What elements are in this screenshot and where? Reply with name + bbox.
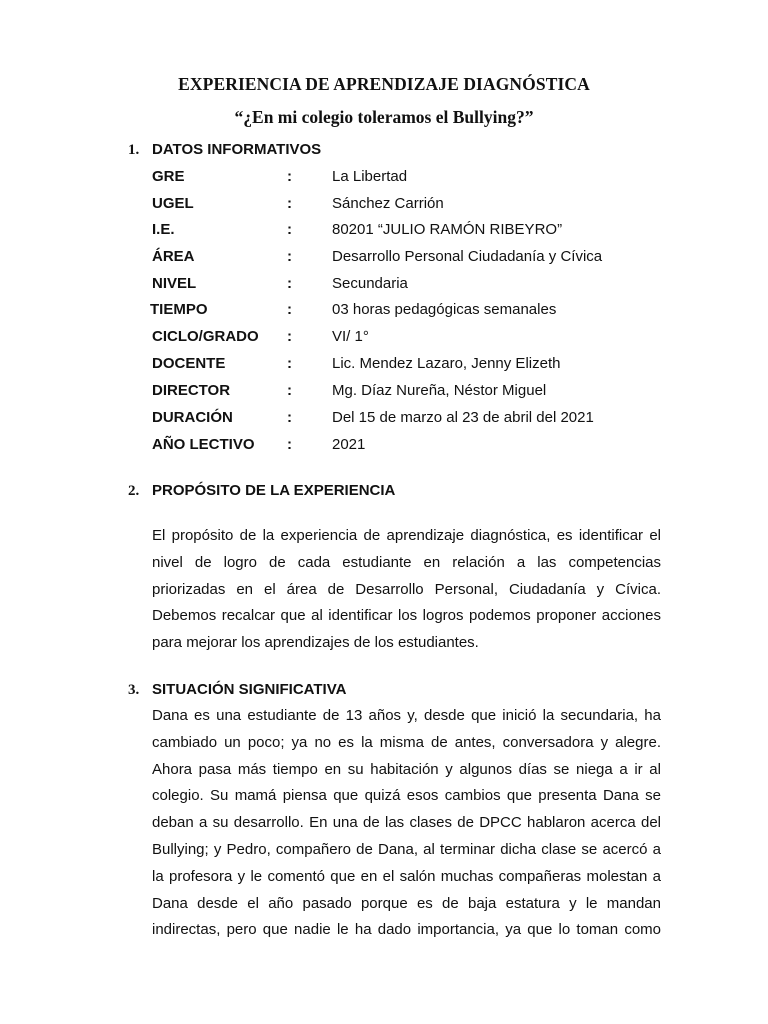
info-colon: : bbox=[287, 195, 292, 212]
info-label: I.E. bbox=[152, 221, 175, 238]
document-title: EXPERIENCIA DE APRENDIZAJE DIAGNÓSTICA bbox=[178, 74, 590, 94]
paragraph-line: Dana es una estudiante de 13 años y, desde que inició la secundaria, ha bbox=[152, 707, 661, 724]
info-label: DIRECTOR bbox=[152, 382, 231, 399]
info-label: AÑO LECTIVO bbox=[152, 436, 255, 453]
info-row-ugel bbox=[152, 195, 672, 217]
info-value: Sánchez Carrión bbox=[332, 195, 444, 212]
info-label: GRE bbox=[152, 168, 185, 185]
section-heading-situacion bbox=[128, 681, 346, 699]
info-row-director bbox=[152, 382, 672, 404]
paragraph-line: El propósito de la experiencia de aprendizaje diagnóstica, es identificar el bbox=[152, 527, 661, 544]
info-row-gre bbox=[152, 168, 672, 190]
paragraph-line: Bullying; y Pedro, compañero de Dana, al terminar dicha clase se acercó a bbox=[152, 840, 661, 858]
info-label: DOCENTE bbox=[152, 355, 226, 372]
paragraph-line: nivel de logro de cada estudiante en relación a las competencias bbox=[152, 553, 661, 571]
paragraph-line: colegio. Su mamá piensa que quizá esos cambios que presenta Dana se bbox=[152, 787, 661, 805]
info-row-docente bbox=[152, 355, 672, 377]
info-value: Secundaria bbox=[332, 275, 408, 292]
paragraph-line: Dana desde el año pasado porque es de baja estatura y le mandan bbox=[152, 894, 661, 912]
info-row-nivel bbox=[152, 275, 672, 297]
info-value: La Libertad bbox=[332, 168, 408, 185]
section-heading-datos-informativos bbox=[128, 141, 321, 159]
paragraph-line: cambiado un poco; ya no es la misma de antes, conversadora y alegre. bbox=[152, 733, 661, 751]
paragraph-line: Debemos recalcar que al identificar los logros podemos proponer acciones bbox=[152, 607, 661, 625]
info-label: UGEL bbox=[152, 195, 194, 212]
section-number: 3. bbox=[128, 682, 140, 698]
info-row-ano-lectivo bbox=[152, 436, 672, 458]
info-colon: : bbox=[287, 436, 292, 453]
info-value: 03 horas pedagógicas semanales bbox=[332, 301, 557, 318]
info-label: CICLO/GRADO bbox=[152, 328, 259, 345]
section-title: DATOS INFORMATIVOS bbox=[152, 141, 322, 158]
info-label: ÁREA bbox=[152, 248, 195, 265]
info-row-duracion bbox=[152, 409, 672, 431]
info-row-ie bbox=[152, 221, 672, 243]
purpose-paragraph bbox=[152, 523, 661, 657]
info-colon: : bbox=[287, 301, 292, 318]
info-colon: : bbox=[287, 409, 292, 426]
info-row-ciclo-grado bbox=[152, 328, 672, 350]
section-heading-proposito bbox=[128, 482, 395, 500]
paragraph-line: para mejorar los aprendizajes de los estudiantes. bbox=[152, 634, 479, 652]
paragraph-line: Ahora pasa más tiempo en su habitación y algunos días se niega a ir al bbox=[152, 760, 661, 778]
info-colon: : bbox=[287, 382, 292, 399]
info-row-area bbox=[152, 248, 672, 270]
paragraph-line: la profesora y le comentó que en el salón muchas compañeras molestan a bbox=[152, 867, 661, 885]
info-colon: : bbox=[287, 248, 292, 265]
info-row-tiempo bbox=[152, 301, 672, 323]
info-colon: : bbox=[287, 328, 292, 345]
info-value: VI/ 1° bbox=[332, 328, 369, 345]
info-label: TIEMPO bbox=[150, 301, 208, 318]
section-number: 2. bbox=[128, 483, 140, 499]
info-value: Mg. Díaz Nureña, Néstor Miguel bbox=[332, 382, 547, 399]
info-value: 80201 “JULIO RAMÓN RIBEYRO” bbox=[332, 221, 563, 238]
situation-paragraph bbox=[152, 703, 661, 944]
info-colon: : bbox=[287, 355, 292, 372]
paragraph-line: priorizadas en el área de Desarrollo Personal, Ciudadanía y Cívica. bbox=[152, 580, 661, 598]
document-subtitle: “¿En mi colegio toleramos el Bullying?” bbox=[234, 107, 534, 127]
info-value: 2021 bbox=[332, 436, 366, 453]
paragraph-line: deban a su desarrollo. En una de las clases de DPCC hablaron acerca del bbox=[152, 814, 661, 832]
info-value: Desarrollo Personal Ciudadanía y Cívica bbox=[332, 248, 603, 265]
info-label: NIVEL bbox=[152, 275, 197, 292]
section-number: 1. bbox=[128, 142, 140, 158]
info-colon: : bbox=[287, 275, 292, 292]
info-colon: : bbox=[287, 221, 292, 238]
paragraph-line: indirectas, pero que nadie le ha dado importancia, ya que lo toman como bbox=[152, 921, 661, 939]
section-title: PROPÓSITO DE LA EXPERIENCIA bbox=[152, 482, 396, 499]
info-colon: : bbox=[287, 168, 292, 185]
info-value: Lic. Mendez Lazaro, Jenny Elizeth bbox=[332, 355, 561, 372]
info-value: Del 15 de marzo al 23 de abril del 2021 bbox=[332, 409, 594, 426]
info-label: DURACIÓN bbox=[152, 409, 233, 426]
section-title: SITUACIÓN SIGNIFICATIVA bbox=[152, 681, 347, 698]
